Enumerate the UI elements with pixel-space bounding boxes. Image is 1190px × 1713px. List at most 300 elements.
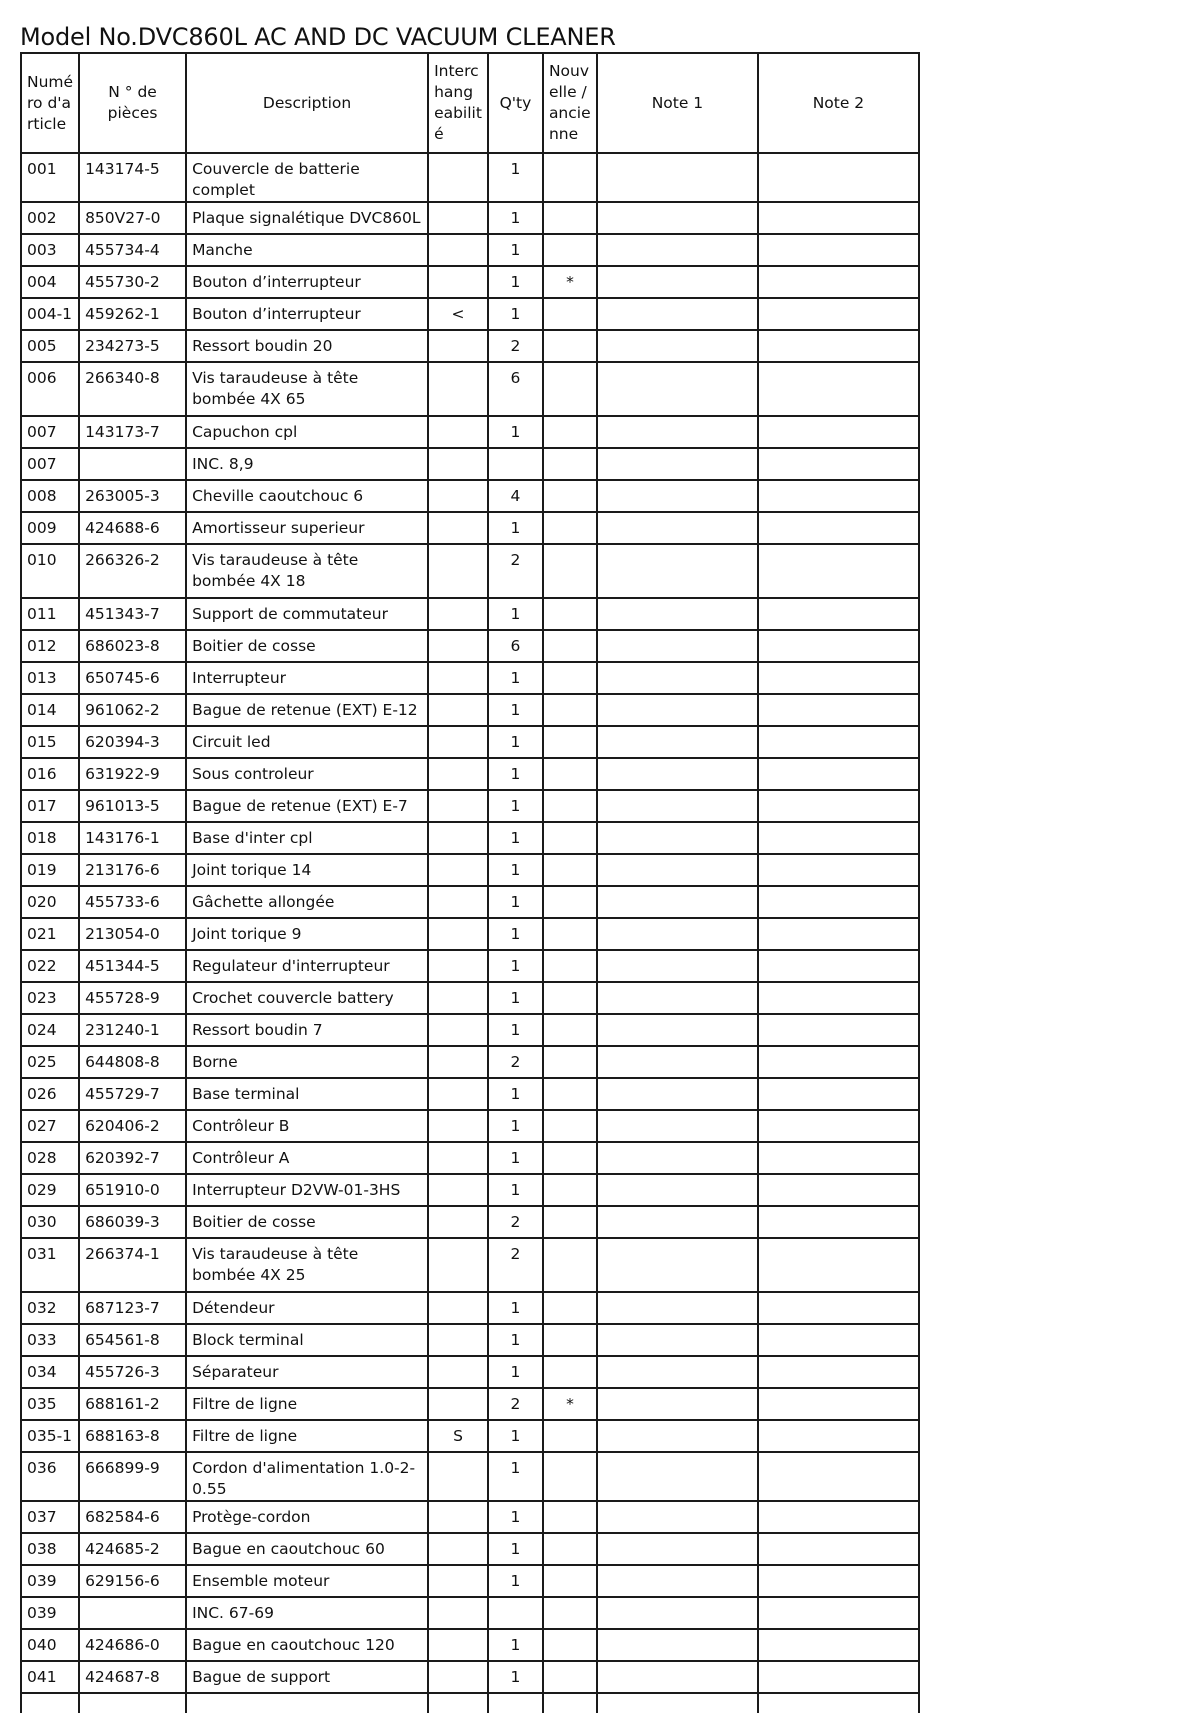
cell-qty: 1 [488,886,543,918]
cell-note1 [597,512,758,544]
cell-part-no: 686023-8 [79,630,186,662]
cell-item-no: 005 [21,330,79,362]
cell-description: Contrôleur A [186,1142,428,1174]
cell-new-old [543,886,597,918]
cell-item-no: 019 [21,854,79,886]
cell-description: Circuit led [186,726,428,758]
cell-note1 [597,1629,758,1661]
cell-interchangeability [428,1292,488,1324]
cell-qty: 1 [488,854,543,886]
cell-new-old [543,1661,597,1693]
cell-part-no: 961013-5 [79,790,186,822]
cell-note1 [597,480,758,512]
cell-description: Protège-cordon [186,1501,428,1533]
cell-part-no: 682584-6 [79,1501,186,1533]
cell-item-no: 036 [21,1452,79,1501]
cell-qty: 1 [488,1533,543,1565]
cell-note2 [758,544,919,598]
cell-interchangeability: S [428,1420,488,1452]
cell-note1 [597,448,758,480]
cell-note1 [597,886,758,918]
cell-empty [488,1693,543,1713]
cell-qty: 1 [488,298,543,330]
cell-new-old [543,153,597,202]
cell-note2 [758,1661,919,1693]
cell-note2 [758,1629,919,1661]
table-row [21,758,919,790]
cell-note2 [758,854,919,886]
cell-new-old [543,1452,597,1501]
cell-part-no: 455730-2 [79,266,186,298]
cell-new-old [543,1533,597,1565]
cell-description: Joint torique 14 [186,854,428,886]
cell-new-old [543,1174,597,1206]
cell-note1 [597,950,758,982]
cell-qty: 6 [488,362,543,416]
cell-qty: 1 [488,598,543,630]
cell-description: Joint torique 9 [186,918,428,950]
table-row [21,1292,919,1324]
cell-qty: 1 [488,662,543,694]
cell-note2 [758,886,919,918]
table-row-cutoff [21,1693,919,1713]
cell-item-no: 035-1 [21,1420,79,1452]
cell-item-no: 034 [21,1356,79,1388]
cell-item-no: 012 [21,630,79,662]
table-row [21,234,919,266]
cell-note2 [758,790,919,822]
cell-new-old [543,758,597,790]
cell-new-old [543,598,597,630]
cell-description: Bouton d’interrupteur [186,298,428,330]
cell-part-no: 455734-4 [79,234,186,266]
cell-item-no: 018 [21,822,79,854]
cell-qty: 4 [488,480,543,512]
cell-note2 [758,1046,919,1078]
cell-item-no: 027 [21,1110,79,1142]
cell-interchangeability [428,1238,488,1292]
cell-empty [79,1693,186,1713]
table-row [21,544,919,598]
cell-note2 [758,1501,919,1533]
cell-item-no: 022 [21,950,79,982]
cell-qty: 2 [488,1238,543,1292]
cell-new-old [543,1046,597,1078]
cell-item-no: 032 [21,1292,79,1324]
cell-note2 [758,153,919,202]
cell-note1 [597,1078,758,1110]
cell-interchangeability [428,758,488,790]
cell-note1 [597,1292,758,1324]
cell-interchangeability [428,1533,488,1565]
cell-item-no: 039 [21,1597,79,1629]
cell-new-old [543,1238,597,1292]
parts-table-body [21,153,919,1713]
table-row [21,1238,919,1292]
cell-interchangeability [428,416,488,448]
cell-qty: 2 [488,1206,543,1238]
cell-note2 [758,448,919,480]
cell-item-no: 016 [21,758,79,790]
cell-qty [488,1597,543,1629]
cell-interchangeability [428,1565,488,1597]
cell-note1 [597,1206,758,1238]
cell-note1 [597,790,758,822]
cell-new-old: * [543,266,597,298]
cell-item-no: 013 [21,662,79,694]
cell-item-no: 033 [21,1324,79,1356]
cell-interchangeability [428,1142,488,1174]
cell-part-no: 455728-9 [79,982,186,1014]
table-row [21,448,919,480]
cell-item-no: 014 [21,694,79,726]
table-row [21,298,919,330]
header-item-no: Numé ro d'a rticle [21,53,79,153]
cell-description: Couvercle de batterie complet [186,153,428,202]
table-row [21,822,919,854]
cell-new-old [543,1142,597,1174]
cell-description: INC. 67-69 [186,1597,428,1629]
cell-interchangeability [428,1629,488,1661]
table-row [21,1597,919,1629]
cell-note2 [758,1324,919,1356]
cell-new-old [543,790,597,822]
cell-interchangeability [428,1388,488,1420]
cell-note2 [758,726,919,758]
cell-part-no: 213054-0 [79,918,186,950]
cell-interchangeability [428,1324,488,1356]
cell-new-old [543,1629,597,1661]
cell-new-old [543,822,597,854]
cell-part-no: 644808-8 [79,1046,186,1078]
cell-note2 [758,1078,919,1110]
cell-item-no: 031 [21,1238,79,1292]
cell-qty: 1 [488,822,543,854]
cell-new-old [543,1356,597,1388]
cell-qty: 2 [488,544,543,598]
cell-note2 [758,480,919,512]
cell-part-no: 263005-3 [79,480,186,512]
cell-note2 [758,918,919,950]
table-row [21,1174,919,1206]
cell-note2 [758,1238,919,1292]
cell-part-no: 620394-3 [79,726,186,758]
cell-empty [186,1693,428,1713]
cell-note1 [597,1533,758,1565]
cell-note1 [597,1420,758,1452]
table-row [21,662,919,694]
cell-new-old [543,950,597,982]
cell-note1 [597,854,758,886]
cell-description: Capuchon cpl [186,416,428,448]
cell-part-no: 688163-8 [79,1420,186,1452]
table-row [21,1142,919,1174]
cell-note2 [758,416,919,448]
cell-note2 [758,630,919,662]
cell-qty: 1 [488,234,543,266]
table-row [21,1078,919,1110]
table-row [21,330,919,362]
cell-part-no: 455726-3 [79,1356,186,1388]
cell-qty: 2 [488,330,543,362]
header-new-old: Nouv elle / ancie nne [543,53,597,153]
cell-interchangeability [428,153,488,202]
cell-new-old [543,298,597,330]
cell-part-no: 459262-1 [79,298,186,330]
cell-interchangeability [428,1078,488,1110]
cell-item-no: 004 [21,266,79,298]
cell-note1 [597,1142,758,1174]
cell-note2 [758,1565,919,1597]
cell-part-no: 424685-2 [79,1533,186,1565]
cell-interchangeability [428,480,488,512]
cell-qty: 1 [488,918,543,950]
cell-item-no: 040 [21,1629,79,1661]
cell-part-no: 451344-5 [79,950,186,982]
cell-note2 [758,202,919,234]
cell-qty: 1 [488,1501,543,1533]
cell-description: Bague en caoutchouc 120 [186,1629,428,1661]
cell-description: Interrupteur [186,662,428,694]
cell-description: Interrupteur D2VW-01-3HS [186,1174,428,1206]
cell-item-no: 017 [21,790,79,822]
cell-new-old [543,1420,597,1452]
cell-item-no: 002 [21,202,79,234]
cell-description: INC. 8,9 [186,448,428,480]
table-row [21,694,919,726]
cell-description: Contrôleur B [186,1110,428,1142]
cell-note1 [597,1174,758,1206]
table-header-row [21,53,919,153]
header-note1: Note 1 [597,53,758,153]
cell-description: Sous controleur [186,758,428,790]
cell-interchangeability [428,982,488,1014]
cell-note1 [597,1565,758,1597]
cell-interchangeability [428,822,488,854]
cell-part-no: 620406-2 [79,1110,186,1142]
cell-empty [543,1693,597,1713]
cell-part-no: 654561-8 [79,1324,186,1356]
cell-qty: 1 [488,1629,543,1661]
cell-qty [488,448,543,480]
table-row [21,598,919,630]
table-row [21,1501,919,1533]
cell-description: Base terminal [186,1078,428,1110]
cell-item-no: 006 [21,362,79,416]
cell-qty: 1 [488,202,543,234]
cell-interchangeability [428,854,488,886]
cell-new-old [543,662,597,694]
table-row [21,854,919,886]
cell-item-no: 038 [21,1533,79,1565]
cell-note1 [597,1110,758,1142]
table-row [21,480,919,512]
cell-note2 [758,758,919,790]
cell-interchangeability [428,950,488,982]
cell-item-no: 023 [21,982,79,1014]
cell-note1 [597,1046,758,1078]
cell-qty: 1 [488,1142,543,1174]
cell-note2 [758,1206,919,1238]
cell-new-old [543,1501,597,1533]
table-row [21,1206,919,1238]
cell-qty: 1 [488,1078,543,1110]
cell-description: Cheville caoutchouc 6 [186,480,428,512]
cell-note1 [597,234,758,266]
cell-qty: 1 [488,1661,543,1693]
cell-new-old [543,1324,597,1356]
cell-description: Bague de retenue (EXT) E-7 [186,790,428,822]
cell-description: Bague de retenue (EXT) E-12 [186,694,428,726]
cell-qty: 6 [488,630,543,662]
cell-item-no: 030 [21,1206,79,1238]
table-row [21,1661,919,1693]
cell-qty: 1 [488,266,543,298]
cell-note2 [758,598,919,630]
cell-part-no: 451343-7 [79,598,186,630]
cell-interchangeability [428,362,488,416]
table-row [21,1420,919,1452]
cell-item-no: 026 [21,1078,79,1110]
cell-description: Support de commutateur [186,598,428,630]
cell-item-no: 009 [21,512,79,544]
cell-qty: 1 [488,153,543,202]
cell-note2 [758,512,919,544]
cell-note1 [597,544,758,598]
cell-note1 [597,1014,758,1046]
parts-table [20,52,920,1713]
cell-interchangeability [428,726,488,758]
cell-part-no: 850V27-0 [79,202,186,234]
cell-part-no: 631922-9 [79,758,186,790]
cell-description: Ressort boudin 7 [186,1014,428,1046]
cell-part-no: 686039-3 [79,1206,186,1238]
cell-note1 [597,982,758,1014]
cell-item-no: 020 [21,886,79,918]
cell-note1 [597,202,758,234]
table-row [21,1452,919,1501]
cell-item-no: 021 [21,918,79,950]
cell-part-no [79,1597,186,1629]
cell-note2 [758,1420,919,1452]
cell-part-no: 650745-6 [79,662,186,694]
cell-description: Manche [186,234,428,266]
cell-note1 [597,330,758,362]
cell-note1 [597,1661,758,1693]
cell-empty [758,1693,919,1713]
cell-qty: 1 [488,1565,543,1597]
cell-part-no: 687123-7 [79,1292,186,1324]
header-interchangeability: Interc hang eabilit é [428,53,488,153]
cell-note2 [758,1356,919,1388]
cell-interchangeability [428,202,488,234]
cell-qty: 1 [488,1110,543,1142]
cell-new-old [543,918,597,950]
cell-description: Détendeur [186,1292,428,1324]
table-row [21,886,919,918]
cell-note1 [597,1501,758,1533]
cell-description: Boitier de cosse [186,1206,428,1238]
table-row [21,1565,919,1597]
cell-note2 [758,362,919,416]
cell-new-old [543,1078,597,1110]
cell-interchangeability [428,1452,488,1501]
cell-qty: 1 [488,694,543,726]
cell-interchangeability [428,630,488,662]
cell-description: Amortisseur superieur [186,512,428,544]
cell-new-old [543,1565,597,1597]
cell-part-no: 231240-1 [79,1014,186,1046]
cell-item-no: 024 [21,1014,79,1046]
cell-note1 [597,362,758,416]
cell-new-old [543,416,597,448]
cell-description: Ensemble moteur [186,1565,428,1597]
cell-interchangeability [428,1356,488,1388]
cell-item-no: 003 [21,234,79,266]
cell-description: Séparateur [186,1356,428,1388]
table-row [21,512,919,544]
cell-interchangeability [428,512,488,544]
cell-qty: 1 [488,1356,543,1388]
cell-part-no: 424686-0 [79,1629,186,1661]
cell-note1 [597,416,758,448]
cell-note2 [758,1533,919,1565]
cell-new-old [543,480,597,512]
cell-part-no: 143174-5 [79,153,186,202]
cell-new-old [543,330,597,362]
table-row [21,1014,919,1046]
cell-part-no: 620392-7 [79,1142,186,1174]
header-note2: Note 2 [758,53,919,153]
table-row [21,266,919,298]
cell-item-no: 010 [21,544,79,598]
cell-note1 [597,918,758,950]
cell-part-no: 651910-0 [79,1174,186,1206]
cell-interchangeability [428,1661,488,1693]
cell-note2 [758,1597,919,1629]
cell-interchangeability [428,234,488,266]
cell-new-old [543,202,597,234]
cell-interchangeability [428,1206,488,1238]
cell-note1 [597,694,758,726]
cell-part-no [79,448,186,480]
cell-interchangeability [428,330,488,362]
table-row [21,950,919,982]
cell-item-no: 039 [21,1565,79,1597]
cell-interchangeability [428,886,488,918]
cell-interchangeability [428,1014,488,1046]
cell-note1 [597,758,758,790]
cell-qty: 1 [488,512,543,544]
cell-description: Boitier de cosse [186,630,428,662]
cell-description: Bouton d’interrupteur [186,266,428,298]
cell-description: Bague de support [186,1661,428,1693]
cell-interchangeability [428,598,488,630]
cell-item-no: 008 [21,480,79,512]
cell-note2 [758,1388,919,1420]
cell-note2 [758,1452,919,1501]
cell-part-no: 266326-2 [79,544,186,598]
cell-qty: 1 [488,1292,543,1324]
cell-interchangeability [428,1597,488,1629]
cell-description: Gâchette allongée [186,886,428,918]
cell-part-no: 143176-1 [79,822,186,854]
cell-interchangeability [428,790,488,822]
table-row [21,630,919,662]
cell-note2 [758,1292,919,1324]
cell-part-no: 688161-2 [79,1388,186,1420]
cell-note2 [758,982,919,1014]
